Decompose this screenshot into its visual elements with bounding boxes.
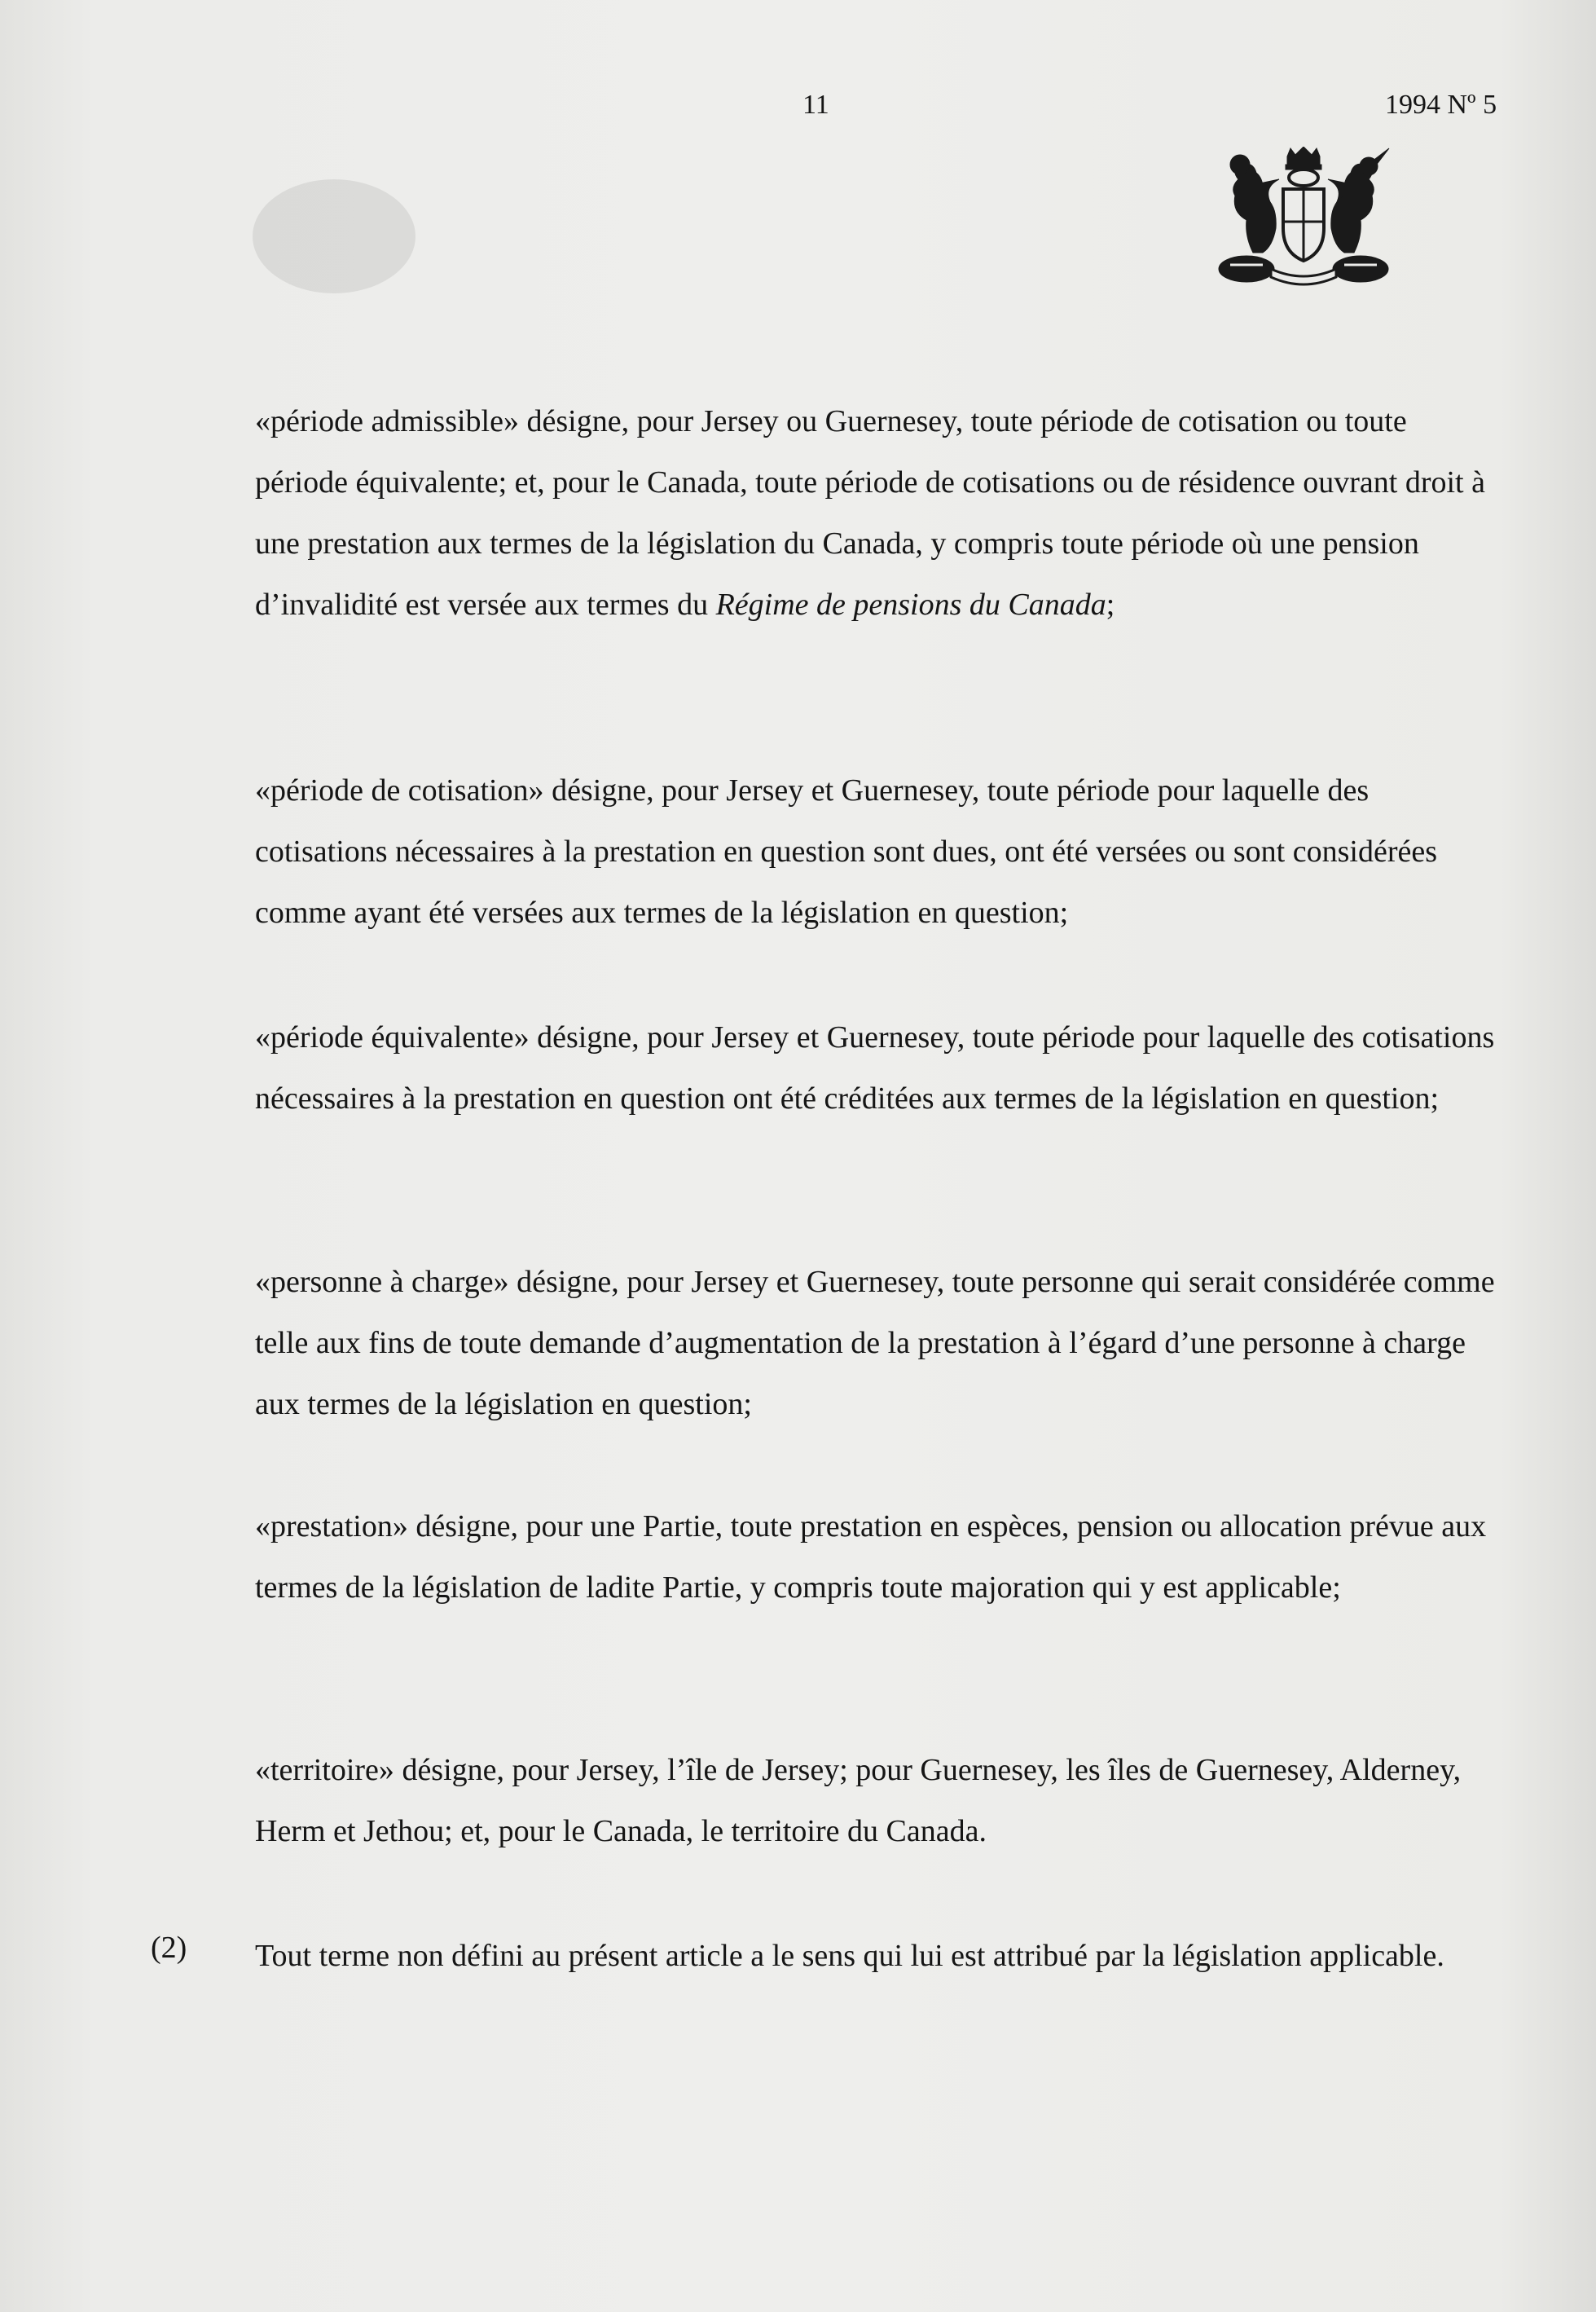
- term: «période admissible»: [255, 404, 519, 438]
- ghost-crest-icon: [236, 163, 432, 306]
- royal-coat-of-arms-icon: [1206, 147, 1401, 289]
- definition-text: désigne, pour Jersey ou Guernesey, toute période de cotisation ou toute période équivalente; et, pour le Canada, toute période de cotisations ou de résidence ouvrant droit à une prestation aux termes de la législation du Canada, y compris toute période où une pension d’invalidité est versée aux termes du: [255, 404, 1485, 622]
- term: «période équivalente»: [255, 1020, 530, 1055]
- definition-periode-de-cotisation: [255, 760, 1501, 944]
- document-reference: 1994 Nº 5: [1385, 90, 1497, 120]
- italic-title: Régime de pensions du Canada: [715, 588, 1106, 622]
- definition-periode-admissible: [255, 391, 1501, 636]
- definition-personne-a-charge: [255, 1252, 1501, 1435]
- page-number: 11: [802, 90, 829, 120]
- definition-prestation: [255, 1496, 1501, 1618]
- term: «personne à charge»: [255, 1265, 509, 1299]
- term: «période de cotisation»: [255, 773, 544, 808]
- definition-territoire: [255, 1740, 1501, 1862]
- subsection-number: (2): [151, 1931, 187, 1965]
- definition-text: désigne, pour une Partie, toute prestation en espèces, pension ou allocation prévue aux termes de la législation de ladite Partie, y compris toute majoration qui y est applicable;: [255, 1509, 1487, 1605]
- term: «prestation»: [255, 1509, 408, 1544]
- definition-periode-equivalente: [255, 1007, 1501, 1130]
- definition-text: désigne, pour Jersey et Guernesey, toute période pour laquelle des cotisations nécessaires à la prestation en question sont dues, ont été versées ou sont considérées comme ayant été versées aux termes de la législation en question;: [255, 773, 1437, 930]
- definition-end: ;: [1106, 588, 1115, 622]
- definition-text: désigne, pour Jersey et Guernesey, toute personne qui serait considérée comme telle aux fins de toute demande d’augmentation de la prestation à l’égard d’une personne à charge aux termes de la législation en question;: [255, 1265, 1495, 1421]
- definition-text: désigne, pour Jersey, l’île de Jersey; pour Guernesey, les îles de Guernesey, Alderney, Herm et Jethou; et, pour le Canada, le territoire du Canada.: [255, 1753, 1462, 1848]
- definition-text: désigne, pour Jersey et Guernesey, toute période pour laquelle des cotisations nécessaires à la prestation en question ont été créditées aux termes de la législation en question;: [255, 1020, 1495, 1116]
- term: «territoire»: [255, 1753, 394, 1787]
- subsection-text: Tout terme non défini au présent article a le sens qui lui est attribué par la législation applicable.: [255, 1939, 1444, 1973]
